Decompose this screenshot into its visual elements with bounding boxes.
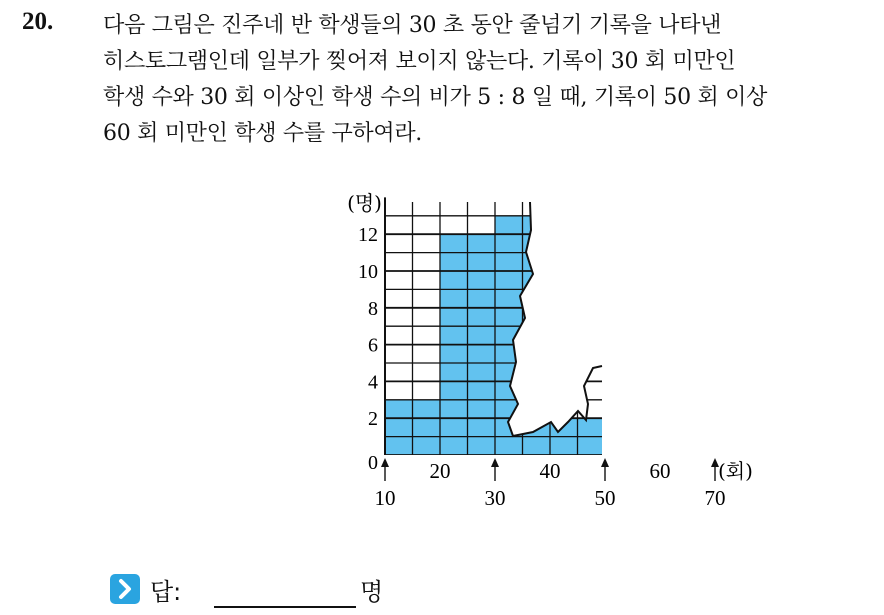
- x-tick-label-lower: 30: [484, 486, 506, 510]
- question-line: 60 회 미만인 학생 수를 구하여라.: [103, 121, 422, 146]
- y-tick-label: 8: [368, 297, 378, 320]
- y-axis-label: (명): [347, 191, 382, 215]
- answer-label: 답:: [150, 578, 182, 606]
- x-tick-label-upper: 20: [429, 459, 451, 483]
- arrow-head: [381, 458, 389, 467]
- y-tick-label: 12: [358, 224, 378, 247]
- question-line: 학생 수와 30 회 이상인 학생 수의 비가 5 : 8 일 때, 기록이 50 회 이상: [103, 85, 768, 110]
- question-line: 히스토그램인데 일부가 찢어져 보이지 않는다. 기록이 30 회 미만인: [103, 49, 736, 74]
- origin-label: 0: [368, 452, 378, 474]
- x-axis-label: (회): [718, 459, 753, 483]
- y-tick-label: 10: [358, 261, 378, 283]
- x-tick-label-lower: 70: [704, 486, 726, 510]
- x-tick-label-upper: 60: [649, 459, 671, 483]
- x-tick-label-upper: 40: [539, 459, 561, 483]
- x-tick-label-lower: 50: [594, 486, 616, 510]
- y-tick-label: 4: [368, 371, 378, 394]
- arrow-head: [601, 458, 609, 467]
- answer-input-line[interactable]: [214, 606, 356, 608]
- y-tick-label: 2: [368, 408, 378, 431]
- y-tick-label: 6: [368, 334, 378, 357]
- histogram-bar: [660, 418, 715, 455]
- histogram-chart: [330, 190, 753, 530]
- arrow-head: [491, 458, 499, 467]
- question-line: 다음 그림은 진주네 반 학생들의 30 초 동안 줄넘기 기록을 나타낸: [103, 13, 722, 38]
- question-text: [103, 8, 873, 152]
- chevron-right-icon: [110, 574, 140, 604]
- histogram-plot-area: [385, 197, 715, 455]
- question-number: 20.: [22, 8, 54, 35]
- x-tick-label-lower: 10: [374, 486, 396, 510]
- answer-unit: 명: [360, 578, 384, 606]
